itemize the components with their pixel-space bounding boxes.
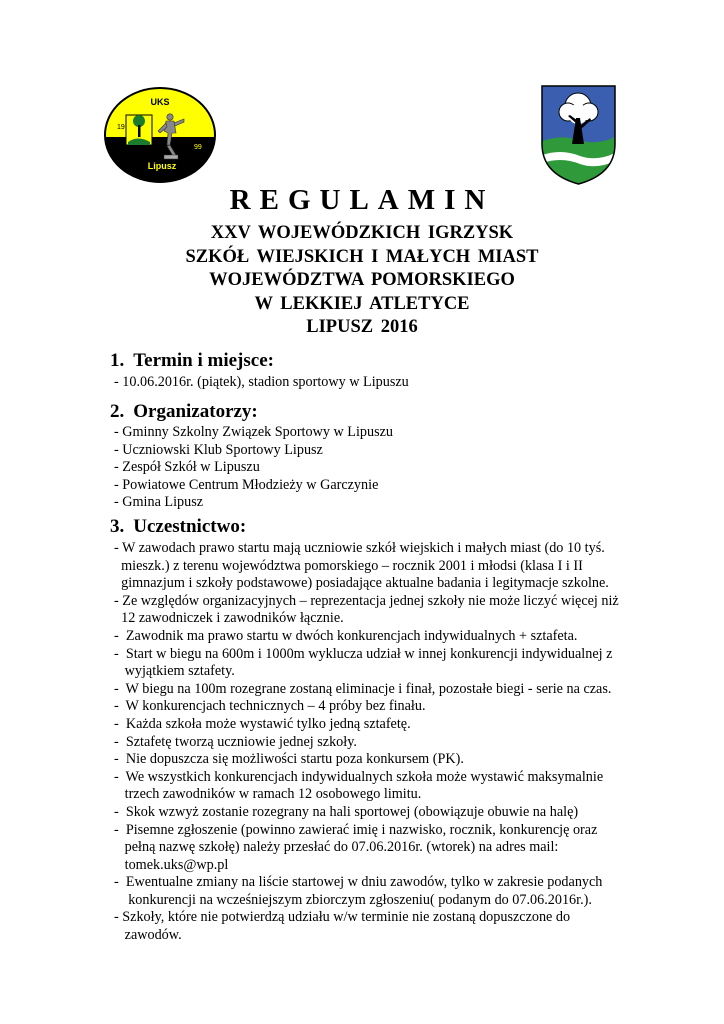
text-line: - Gmina Lipusz: [114, 494, 204, 511]
text-line: - W zawodach prawo startu mają uczniowie szkół wiejskich i małych miast (do 10 tyś.: [114, 540, 605, 556]
section-number: 3.: [110, 516, 125, 537]
text-line: - Ewentualne zmiany na liście startowej w dniu zawodów, tylko w zakresie podanych: [114, 874, 603, 891]
text-line: - Gminny Szkolny Związek Sportowy w Lipuszu: [114, 424, 393, 440]
section-heading-termin: [110, 350, 274, 372]
logo-year-right: 99: [194, 144, 202, 151]
text-line: gimnazjum i szkoły podstawowe) posiadające aktualne badania i legitymacje szkolne.: [114, 575, 609, 592]
section-title: Termin i miejsce:: [133, 350, 274, 371]
subtitle-line: SZKÓŁ WIEJSKICH I MAŁYCH MIAST: [185, 246, 539, 267]
section-number: 2.: [110, 401, 125, 422]
subtitle-line: W LEKKIEJ ATLETYCE: [254, 293, 470, 314]
document-title: REGULAMIN: [229, 184, 495, 216]
text-line: zawodów.: [114, 927, 182, 944]
text-line: - Zespół Szkół w Lipuszu: [114, 459, 260, 476]
text-line: - Każda szkoła może wystawić tylko jedną sztafetę.: [114, 715, 411, 732]
text-line: - W konkurencjach technicznych – 4 próby bez finału.: [114, 698, 426, 715]
section-title: Uczestnictwo:: [133, 516, 247, 537]
text-line: - Start w biegu na 600m i 1000m wyklucza udział w innej konkurencji indywidualnej z: [114, 645, 613, 662]
document-subtitle: [0, 222, 724, 340]
text-line: mieszk.) z terenu województwa pomorskiego – rocznik 2001 i młodsi (klasa I i II: [114, 557, 583, 574]
text-line: - Szkoły, które nie potwierdzą udziału w/w terminie nie zostaną dopuszczone do: [114, 909, 571, 926]
text-line: - Pisemne zgłoszenie (powinno zawierać imię i nazwisko, rocznik, konkurencję oraz: [114, 821, 598, 838]
text-line: - Uczniowski Klub Sportowy Lipusz: [114, 441, 323, 458]
text-line: - Ze względów organizacyjnych – reprezentacja jednej szkoły nie może liczyć więcej niż: [114, 592, 619, 609]
subtitle-line: LIPUSZ 2016: [306, 317, 418, 337]
logo-text-top: UKS: [150, 97, 170, 107]
text-line: - W biegu na 100m rozegrane zostaną eliminacje i finał, pozostałe biegi - serie na czas.: [114, 680, 612, 697]
text-line: - Nie dopuszcza się możliwości startu poza konkursem (PK).: [114, 751, 464, 768]
text-line: - 10.06.2016r. (piątek), stadion sportowy w Lipuszu: [114, 374, 409, 390]
section-body-termin: [114, 374, 409, 392]
text-line: wyjątkiem sztafety.: [114, 663, 235, 680]
section-body-uczestnictwo: [114, 540, 619, 945]
text-line: - We wszystkich konkurencjach indywidualnych szkoła może wystawić maksymalnie: [114, 768, 604, 785]
section-heading-uczestnictwo: [110, 516, 246, 538]
uks-lipusz-logo: [104, 87, 216, 183]
text-line: - Skok wzwyż zostanie rozegrany na hali sportowej (obowiązuje obuwie na halę): [114, 803, 579, 820]
section-number: 1.: [110, 350, 125, 371]
subtitle-line: WOJEWÓDZTWA POMORSKIEGO: [209, 270, 515, 290]
email-link[interactable]: tomek.uks@wp.pl: [114, 856, 229, 873]
subtitle-line: XXV WOJEWÓDZKICH IGRZYSK: [210, 223, 514, 243]
text-line: pełną nazwę szkołę) należy przesłać do 07.06.2016r. (wtorek) na adres mail:: [114, 839, 559, 856]
section-heading-organizatorzy: [110, 401, 258, 423]
text-line: 12 zawodniczek i zawodników łącznie.: [114, 610, 344, 627]
text-line: - Powiatowe Centrum Młodzieży w Garczynie: [114, 476, 379, 493]
text-line: trzech zawodników w ramach 12 osobowego limitu.: [114, 786, 422, 803]
logo-text-bottom: Lipusz: [147, 161, 177, 171]
text-line: - Zawodnik ma prawo startu w dwóch konkurencjach indywidualnych + sztafeta.: [114, 627, 578, 644]
text-line: - Sztafetę tworzą uczniowie jednej szkoły.: [114, 733, 357, 750]
section-body-organizatorzy: [114, 424, 393, 512]
logo-year-left: 19: [117, 124, 125, 131]
text-line: konkurencji na wcześniejszym zbiorczym zgłoszeniu( podanym do 07.06.2016r.).: [114, 891, 592, 908]
section-title: Organizatorzy:: [133, 401, 258, 422]
lipusz-coat-of-arms: [540, 84, 617, 186]
